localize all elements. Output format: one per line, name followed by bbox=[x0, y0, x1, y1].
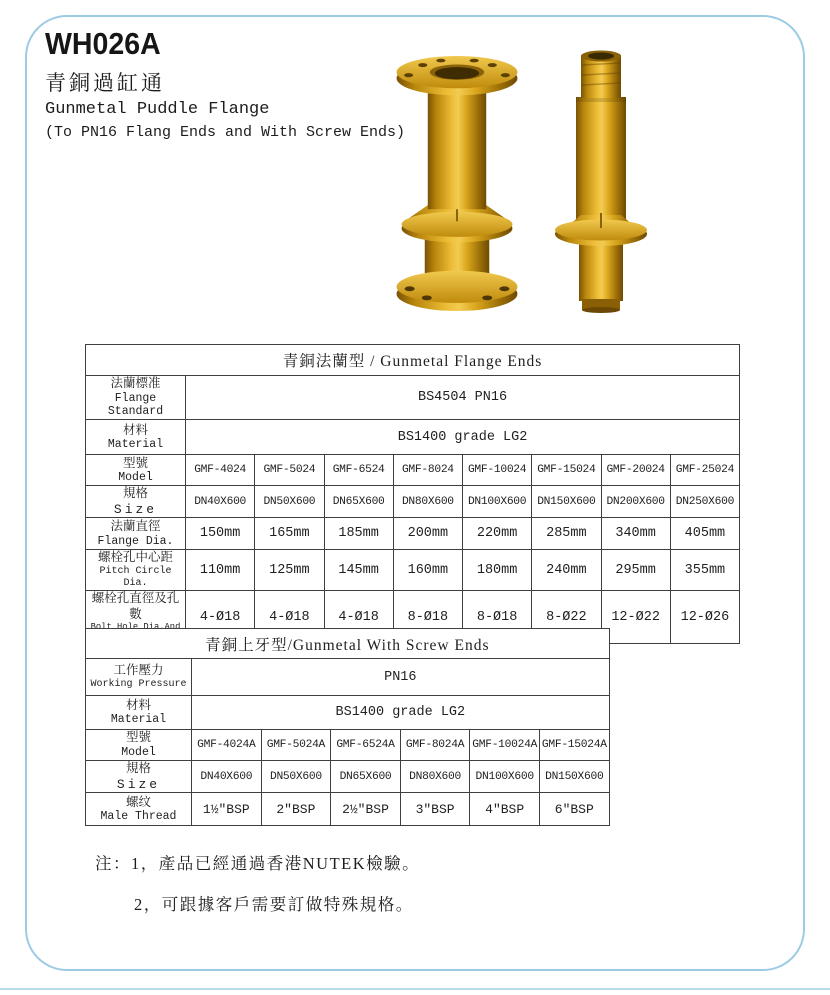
bolt-hole-value: 12-Ø26 bbox=[670, 591, 739, 644]
row-label-male-thread: 螺纹 Male Thread bbox=[86, 793, 192, 826]
model-value: GMF-6524A bbox=[331, 730, 401, 761]
flange-dia-value: 200mm bbox=[393, 518, 462, 550]
product-title-chinese: 青銅過缸通 bbox=[45, 71, 165, 95]
model-value: GMF-10024 bbox=[463, 455, 532, 486]
bolt-hole-value: 4-Ø18 bbox=[255, 591, 324, 644]
row-label-bolt-holes: 螺栓孔直徑及孔數 bbox=[86, 591, 186, 644]
flange-dia-value: 285mm bbox=[532, 518, 601, 550]
flange-dia-value: 340mm bbox=[601, 518, 670, 550]
model-value: GMF-15024 bbox=[532, 455, 601, 486]
footnote-1: 注：1，產品已經通過香港NUTEK檢驗。 bbox=[95, 854, 421, 873]
row-label-pitch-circle: 螺栓孔中心距 Pitch Circle Dia. bbox=[86, 550, 186, 591]
model-value: GMF-5024 bbox=[255, 455, 324, 486]
flange-dia-value: 150mm bbox=[186, 518, 255, 550]
pitch-circle-value: 110mm bbox=[186, 550, 255, 591]
product-title-english: Gunmetal Puddle Flange bbox=[45, 100, 270, 119]
size-value: DN200X600 bbox=[601, 486, 670, 518]
bottom-divider bbox=[0, 988, 830, 990]
working-pressure-value: PN16 bbox=[192, 659, 610, 696]
thread-value: 4″BSP bbox=[470, 793, 540, 826]
size-value: DN80X600 bbox=[400, 761, 470, 793]
pitch-circle-value: 295mm bbox=[601, 550, 670, 591]
row-label-working-pressure: 工作壓力 Working Pressure bbox=[86, 659, 192, 696]
product-code: WH026A bbox=[45, 26, 161, 61]
model-value: GMF-8024A bbox=[400, 730, 470, 761]
footnotes bbox=[95, 850, 420, 915]
thread-value: 2½″BSP bbox=[331, 793, 401, 826]
footnote-2: 2，可跟據客戶需要訂做特殊規格。 bbox=[134, 895, 414, 914]
model-value: GMF-15024A bbox=[539, 730, 609, 761]
flange-dia-value: 220mm bbox=[463, 518, 532, 550]
row-label-flange-standard: 法蘭標准 Flange Standard bbox=[86, 376, 186, 420]
pitch-circle-value: 145mm bbox=[324, 550, 393, 591]
size-value: DN40X600 bbox=[192, 761, 262, 793]
size-value: DN50X600 bbox=[255, 486, 324, 518]
size-value: DN80X600 bbox=[393, 486, 462, 518]
flange-table-title: 青銅法蘭型 / Gunmetal Flange Ends bbox=[86, 345, 740, 376]
bolt-hole-value: 12-Ø22 bbox=[601, 591, 670, 644]
row-label-material: 材料 Material bbox=[86, 696, 192, 730]
size-value: DN150X600 bbox=[532, 486, 601, 518]
model-value: GMF-6524 bbox=[324, 455, 393, 486]
flange-ends-product-image bbox=[393, 52, 521, 312]
row-label-material: 材料 Material bbox=[86, 420, 186, 455]
model-value: GMF-4024 bbox=[186, 455, 255, 486]
bolt-hole-value: 4-Ø18 bbox=[186, 591, 255, 644]
pitch-circle-value: 160mm bbox=[393, 550, 462, 591]
row-label-size: 規格 Size bbox=[86, 486, 186, 518]
flange-ends-table bbox=[85, 344, 740, 644]
pitch-circle-value: 180mm bbox=[463, 550, 532, 591]
model-value: GMF-8024 bbox=[393, 455, 462, 486]
model-value: GMF-25024 bbox=[670, 455, 739, 486]
flange-dia-value: 165mm bbox=[255, 518, 324, 550]
size-value: DN50X600 bbox=[261, 761, 331, 793]
bolt-hole-value: 8-Ø18 bbox=[463, 591, 532, 644]
thread-value: 6″BSP bbox=[539, 793, 609, 826]
thread-value: 3″BSP bbox=[400, 793, 470, 826]
model-value: GMF-10024A bbox=[470, 730, 540, 761]
material-value: BS1400 grade LG2 bbox=[192, 696, 610, 730]
screw-ends-product-image bbox=[551, 47, 651, 313]
size-value: DN100X600 bbox=[463, 486, 532, 518]
thread-value: 2″BSP bbox=[261, 793, 331, 826]
row-label-model: 型號 Model bbox=[86, 730, 192, 761]
pitch-circle-value: 240mm bbox=[532, 550, 601, 591]
size-value: DN40X600 bbox=[186, 486, 255, 518]
size-value: DN100X600 bbox=[470, 761, 540, 793]
size-value: DN65X600 bbox=[331, 761, 401, 793]
flange-standard-value: BS4504 PN16 bbox=[186, 376, 740, 420]
bolt-hole-value: 8-Ø22 bbox=[532, 591, 601, 644]
size-value: DN250X600 bbox=[670, 486, 739, 518]
flange-dia-value: 185mm bbox=[324, 518, 393, 550]
row-label-model: 型號 Model bbox=[86, 455, 186, 486]
screw-ends-table bbox=[85, 628, 610, 826]
pitch-circle-value: 355mm bbox=[670, 550, 739, 591]
pitch-circle-value: 125mm bbox=[255, 550, 324, 591]
size-value: DN150X600 bbox=[539, 761, 609, 793]
row-label-size: 規格 Size bbox=[86, 761, 192, 793]
material-value: BS1400 grade LG2 bbox=[186, 420, 740, 455]
flange-dia-value: 405mm bbox=[670, 518, 739, 550]
thread-value: 1½″BSP bbox=[192, 793, 262, 826]
model-value: GMF-5024A bbox=[261, 730, 331, 761]
product-subtitle: (To PN16 Flang Ends and With Screw Ends) bbox=[45, 124, 406, 141]
screw-table-title: 青銅上牙型/Gunmetal With Screw Ends bbox=[86, 629, 610, 659]
bolt-hole-value: 8-Ø18 bbox=[393, 591, 462, 644]
row-label-flange-dia: 法蘭直徑 Flange Dia. bbox=[86, 518, 186, 550]
model-value: GMF-4024A bbox=[192, 730, 262, 761]
bolt-hole-value: 4-Ø18 bbox=[324, 591, 393, 644]
model-value: GMF-20024 bbox=[601, 455, 670, 486]
page-header bbox=[45, 26, 405, 141]
size-value: DN65X600 bbox=[324, 486, 393, 518]
